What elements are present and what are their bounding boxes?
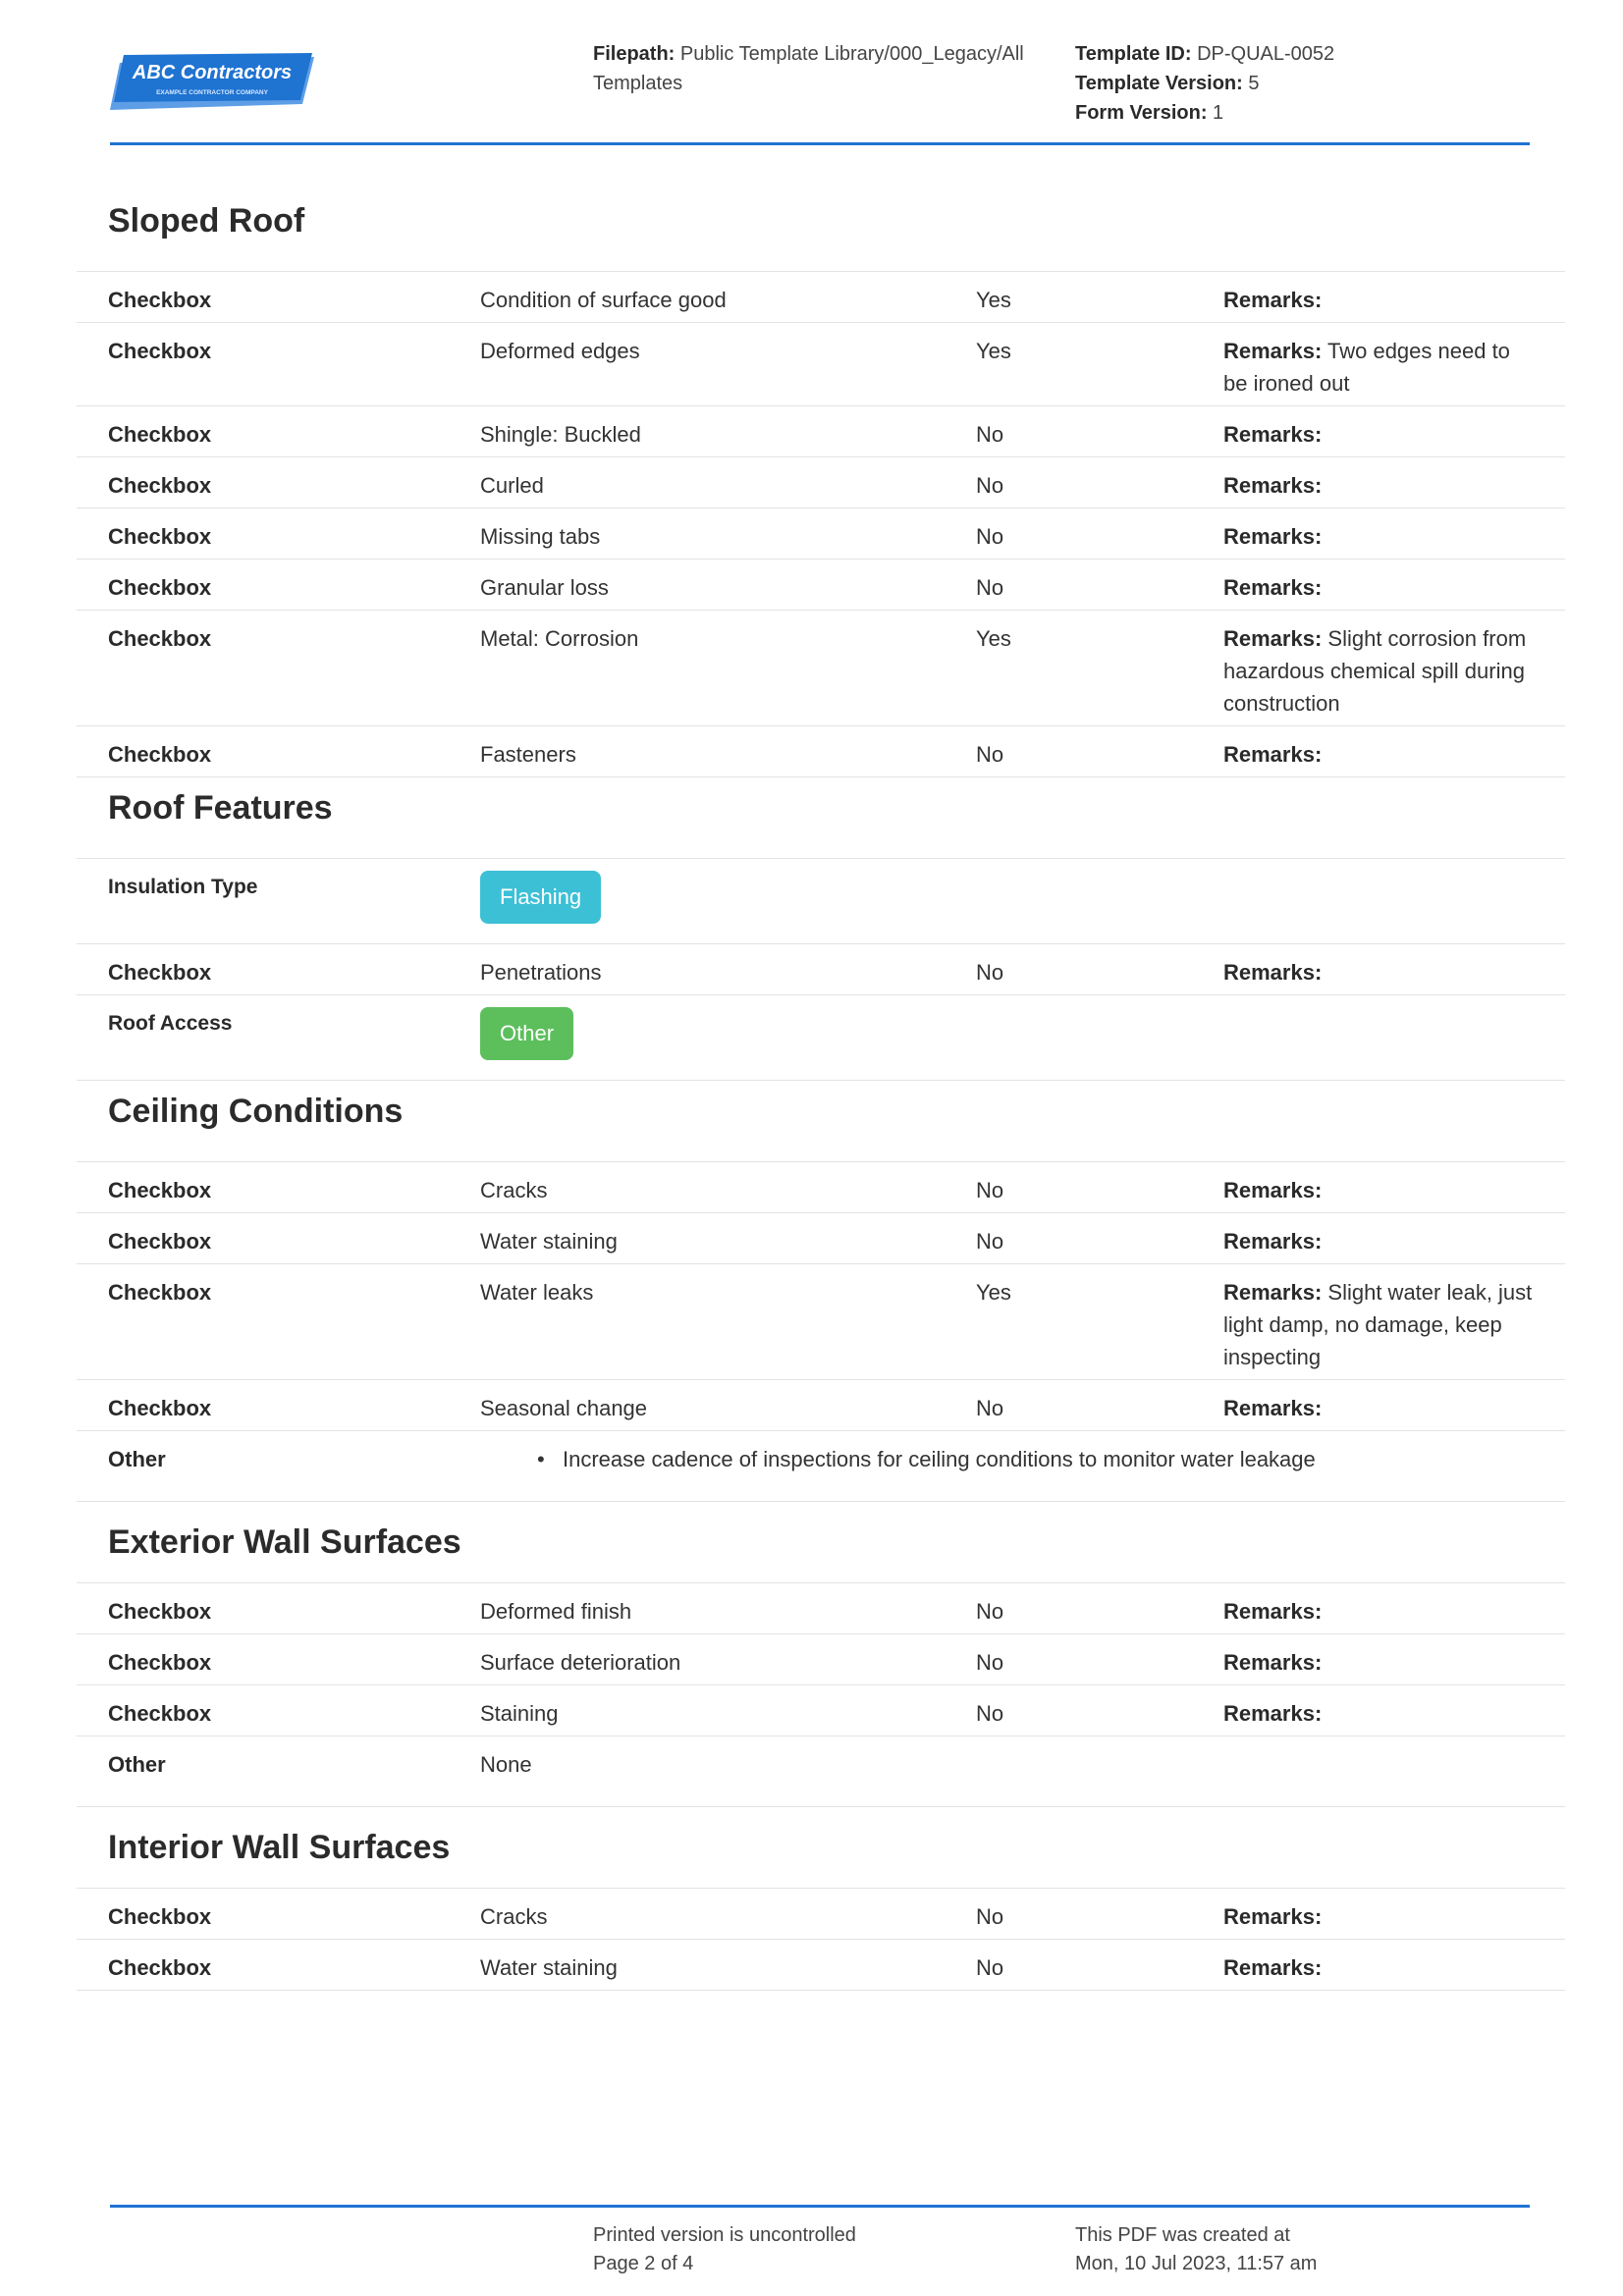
template-info-block <box>1075 39 1448 128</box>
item-type: Checkbox <box>108 1904 212 1929</box>
form-version-value: 1 <box>1213 102 1224 124</box>
item-remarks <box>1223 335 1536 400</box>
template-version-label: Template Version: <box>1075 73 1243 94</box>
table-row <box>77 1430 1565 1502</box>
item-type: Checkbox <box>108 575 212 600</box>
item-remarks <box>1223 956 1536 988</box>
item-type: Checkbox <box>108 524 212 549</box>
item-value: No <box>976 575 1004 600</box>
item-label: Water leaks <box>480 1280 594 1305</box>
section-title: Roof Features <box>108 789 333 827</box>
item-value: No <box>976 1904 1004 1929</box>
item-answer <box>480 1443 1565 1475</box>
item-label: Fasteners <box>480 742 576 767</box>
item-type: Checkbox <box>108 1396 212 1420</box>
item-remarks <box>1223 738 1536 771</box>
item-label: Penetrations <box>480 960 602 985</box>
logo-tagline: EXAMPLE CONTRACTOR COMPANY <box>156 89 268 96</box>
item-type: Roof Access <box>108 1012 233 1035</box>
filepath-value: Public Template Library/000_Legacy/All Templates <box>593 43 1024 94</box>
bullet-list <box>480 1443 1565 1475</box>
printed-notice: Printed version is uncontrolled <box>593 2224 856 2246</box>
item-label: Curled <box>480 473 544 498</box>
item-type: Checkbox <box>108 1178 212 1202</box>
remarks-label: Remarks: <box>1223 1701 1323 1726</box>
page-indicator: Page 2 of 4 <box>593 2253 694 2274</box>
company-logo <box>110 53 316 112</box>
remarks-label: Remarks: <box>1223 1904 1323 1929</box>
table-row <box>77 858 1565 943</box>
section-title: Ceiling Conditions <box>108 1093 404 1130</box>
response-badge: Other <box>480 1007 573 1060</box>
remarks-label: Remarks: <box>1223 524 1323 549</box>
item-remarks <box>1223 1174 1536 1206</box>
item-type: Checkbox <box>108 422 212 447</box>
section-roof-features <box>77 777 1565 1081</box>
item-remarks <box>1223 469 1536 502</box>
remarks-label: Remarks: <box>1223 1229 1323 1254</box>
item-answer <box>480 1007 1565 1060</box>
item-value: No <box>976 1396 1004 1420</box>
item-value: No <box>976 422 1004 447</box>
item-label: Condition of surface good <box>480 288 727 312</box>
item-value: No <box>976 1229 1004 1254</box>
report-content <box>77 181 1565 1991</box>
remarks-label: Remarks: <box>1223 960 1323 985</box>
item-remarks <box>1223 1697 1536 1730</box>
item-value: No <box>976 960 1004 985</box>
section-title: Interior Wall Surfaces <box>108 1829 451 1866</box>
section-title: Sloped Roof <box>108 202 305 240</box>
table-row <box>77 1582 1565 1633</box>
item-remarks <box>1223 1646 1536 1679</box>
item-value: No <box>976 524 1004 549</box>
table-row <box>77 1735 1565 1807</box>
item-value: No <box>976 742 1004 767</box>
item-value: Yes <box>976 1280 1011 1305</box>
footer-created <box>1075 2221 1317 2278</box>
item-label: Water staining <box>480 1955 618 1980</box>
item-label: Granular loss <box>480 575 609 600</box>
item-value: No <box>976 473 1004 498</box>
table-row <box>77 405 1565 456</box>
template-id-value: DP-QUAL-0052 <box>1197 43 1335 65</box>
item-value: Yes <box>976 626 1011 651</box>
item-remarks <box>1223 1951 1536 1984</box>
item-type: Checkbox <box>108 473 212 498</box>
remarks-label: Remarks: <box>1223 288 1323 312</box>
remarks-label: Remarks: <box>1223 1650 1323 1675</box>
remarks-label: Remarks: <box>1223 1396 1323 1420</box>
item-type: Checkbox <box>108 339 212 363</box>
item-remarks <box>1223 418 1536 451</box>
table-row <box>77 322 1565 405</box>
item-type: Checkbox <box>108 1229 212 1254</box>
item-value: Yes <box>976 339 1011 363</box>
item-value: Yes <box>976 288 1011 312</box>
item-type: Checkbox <box>108 1599 212 1624</box>
table-row <box>77 507 1565 559</box>
table-row <box>77 1888 1565 1939</box>
remarks-text: Slight corrosion from hazardous chemical spill during construction <box>1223 626 1527 716</box>
table-row <box>77 1263 1565 1379</box>
item-remarks <box>1223 1595 1536 1628</box>
table-row <box>77 943 1565 994</box>
item-answer: None <box>480 1752 532 1777</box>
template-id <box>1075 39 1448 69</box>
remarks-label: Remarks: <box>1223 1599 1323 1624</box>
remarks-label: Remarks: <box>1223 742 1323 767</box>
section-interior-wall-surfaces <box>77 1807 1565 1991</box>
item-value: No <box>976 1650 1004 1675</box>
remarks-label: Remarks: <box>1223 626 1323 651</box>
item-type: Checkbox <box>108 1280 212 1305</box>
table-row <box>77 1161 1565 1212</box>
item-label: Cracks <box>480 1178 548 1202</box>
table-row <box>77 1212 1565 1263</box>
filepath-label: Filepath: <box>593 43 676 65</box>
item-label: Surface deterioration <box>480 1650 681 1675</box>
item-remarks <box>1223 1900 1536 1933</box>
remarks-label: Remarks: <box>1223 422 1323 447</box>
table-row <box>77 271 1565 322</box>
table-row <box>77 994 1565 1081</box>
remarks-label: Remarks: <box>1223 339 1323 363</box>
logo-name: ABC Contractors <box>132 62 293 83</box>
section-ceiling-conditions <box>77 1081 1565 1502</box>
table-row <box>77 725 1565 777</box>
remarks-text: Two edges need to be ironed out <box>1223 339 1510 396</box>
remarks-label: Remarks: <box>1223 1280 1323 1305</box>
item-label: Deformed edges <box>480 339 640 363</box>
form-version <box>1075 98 1448 128</box>
item-type: Other <box>108 1752 166 1777</box>
item-label: Missing tabs <box>480 524 601 549</box>
section-title: Exterior Wall Surfaces <box>108 1523 461 1561</box>
remarks-label: Remarks: <box>1223 1955 1323 1980</box>
item-type: Checkbox <box>108 1701 212 1726</box>
item-label: Deformed finish <box>480 1599 632 1624</box>
item-type: Checkbox <box>108 960 212 985</box>
section-sloped-roof <box>77 181 1565 777</box>
table-row <box>77 1379 1565 1430</box>
item-type: Checkbox <box>108 288 212 312</box>
list-item: • Increase cadence of inspections for ceiling conditions to monitor water leakage <box>537 1443 1565 1475</box>
item-remarks <box>1223 1276 1536 1373</box>
item-type: Checkbox <box>108 1955 212 1980</box>
item-remarks <box>1223 1225 1536 1257</box>
remarks-label: Remarks: <box>1223 473 1323 498</box>
table-row <box>77 1684 1565 1735</box>
item-type: Checkbox <box>108 1650 212 1675</box>
template-id-label: Template ID: <box>1075 43 1192 65</box>
item-answer <box>480 871 1565 924</box>
table-row <box>77 559 1565 610</box>
item-type: Other <box>108 1447 166 1471</box>
item-label: Staining <box>480 1701 559 1726</box>
filepath-block <box>593 39 1055 98</box>
item-value: No <box>976 1701 1004 1726</box>
item-value: No <box>976 1955 1004 1980</box>
item-remarks <box>1223 520 1536 553</box>
remarks-label: Remarks: <box>1223 1178 1323 1202</box>
item-remarks <box>1223 571 1536 604</box>
item-value: No <box>976 1599 1004 1624</box>
item-remarks <box>1223 1392 1536 1424</box>
table-row <box>77 456 1565 507</box>
item-label: Water staining <box>480 1229 618 1254</box>
response-badge: Flashing <box>480 871 601 924</box>
remarks-text: Slight water leak, just light damp, no damage, keep inspecting <box>1223 1280 1533 1369</box>
created-label: This PDF was created at <box>1075 2224 1290 2246</box>
form-version-label: Form Version: <box>1075 102 1208 124</box>
table-row <box>77 610 1565 725</box>
item-value: No <box>976 1178 1004 1202</box>
section-exterior-wall-surfaces <box>77 1502 1565 1807</box>
table-row <box>77 1939 1565 1991</box>
template-version-value: 5 <box>1248 73 1260 94</box>
footer-divider <box>110 2205 1530 2208</box>
table-row <box>77 1633 1565 1684</box>
item-type: Checkbox <box>108 626 212 651</box>
remarks-label: Remarks: <box>1223 575 1323 600</box>
template-version <box>1075 69 1448 98</box>
item-label: Cracks <box>480 1904 548 1929</box>
item-remarks <box>1223 622 1536 720</box>
item-type: Insulation Type <box>108 876 258 898</box>
item-label: Seasonal change <box>480 1396 648 1420</box>
created-timestamp: Mon, 10 Jul 2023, 11:57 am <box>1075 2253 1318 2274</box>
item-type: Checkbox <box>108 742 212 767</box>
item-label: Metal: Corrosion <box>480 626 639 651</box>
footer-notice <box>593 2221 856 2278</box>
item-remarks <box>1223 284 1536 316</box>
item-label: Shingle: Buckled <box>480 422 641 447</box>
header-divider <box>110 142 1530 145</box>
